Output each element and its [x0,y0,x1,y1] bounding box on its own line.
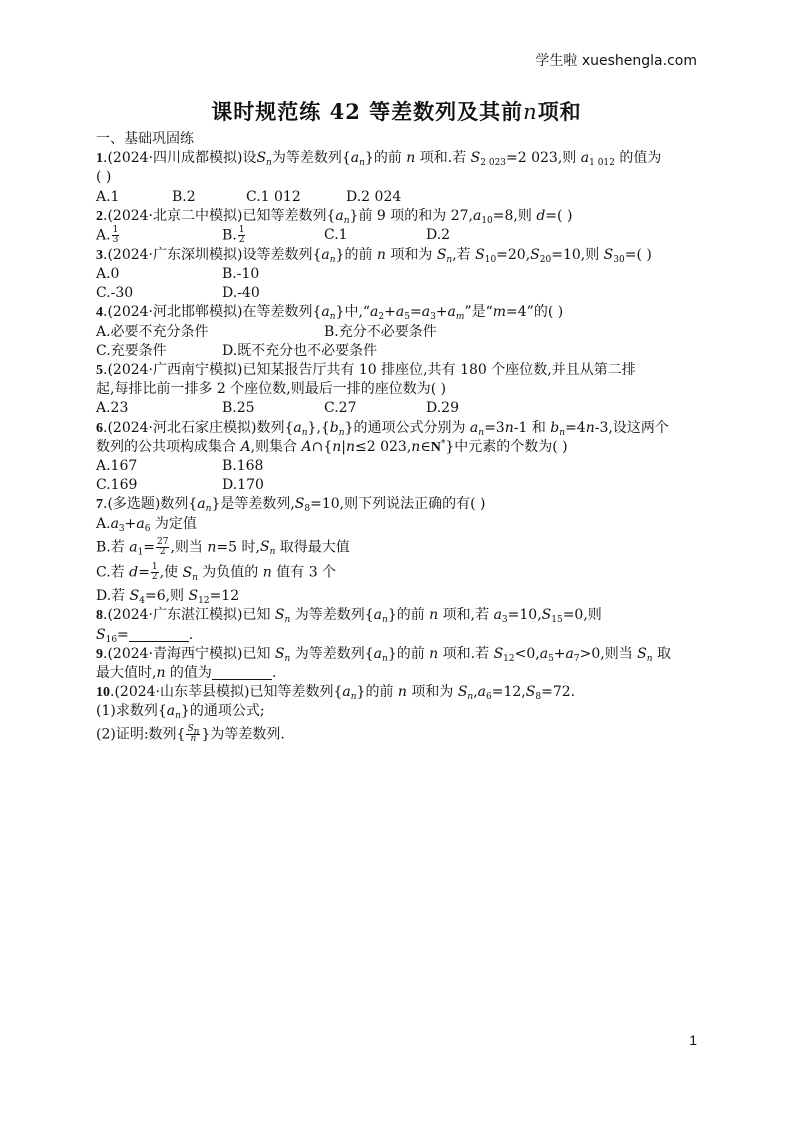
question-4-options-row1: A.必要不充分条件 B.充分不必要条件 [96,323,437,340]
question-7: 7.(多选题)数列$\{a_n\}$是等差数列$,S_8=10$,则下列说法正确的有( ) [96,496,486,515]
question-5: 5.(2024·广西南宁模拟)已知某报告厅共有 10 排座位,共有 180 个座位数,并且从第二排 [96,361,636,378]
question-10-part-2: (2)证明:数列{ $\frac{S_n}{n}$ }为等差数列. [96,723,285,744]
question-8-cont: $S_{16}=$ . [96,626,194,645]
page-number: 1 [689,1032,697,1048]
question-6-options-row2: C.169 D.170 [96,477,264,494]
question-1-options: A.1 B.2 C.1 012 D.2 024 [96,188,402,205]
question-3-options-row2: C.-30 D.-40 [96,285,260,302]
question-10: 10.(2024·山东莘县模拟)已知等差数列$\{a_n\}$的前 n 项和为 $S_n,a_6=12,S_8=72$. [96,684,576,703]
question-4-options-row2: C.充要条件 D.既不充分也不必要条件 [96,342,378,359]
question-2: 2.(2024·北京二中模拟)已知等差数列$\{a_n\}$前 9 项的和为 $27,a_{10}=8$,则 d=( ) [96,207,573,226]
question-9-cont: 最大值时,n 的值为 . [96,664,277,681]
question-3-options-row1: A.0 B.-10 [96,265,260,282]
question-7-option-a: $A.a_3+a_6$ 为定值 [96,515,197,534]
question-7-option-c: C.若 d= $\frac{1}{2}$ ,使 $S_n$ 为负值的 n 值有 3 个 [96,562,337,583]
question-7-option-b: B.若 $a_1=$ $\frac{27}{2}$ ,则当 n=5 时$,S_n$ 取得最大值 [96,536,350,558]
header-site: 学生啦 xueshengla.com [535,53,697,69]
question-6-cont: 数列的公共项构成集合 A,则集合 A∩{n|n≤2 023,n∈N*}中元素的个数为( ) [96,438,568,455]
question-6: 6.(2024·河北石家庄模拟)数列$\{a_n\},\{b_n\}$的通项公式分别为 $a_n=3n-1$ 和 $b_n=4n-3$,设这两个 [96,419,669,438]
question-1: 1.(2024·四川成都模拟)设$S_n$为等差数列$\{a_n\}$的前 n 项和.若 $S_{2 023}=2$ 023,则 $a_{1 012}$ 的值为 [96,150,662,169]
exercise-content [96,130,706,744]
question-1-paren: ( ) [96,169,112,186]
question-9: 9.(2024·青海西宁模拟)已知 $S_n$ 为等差数列$\{a_n\}$的前 n 项和.若 $S_{12}<0,a_5+a_7>0$,则当 $S_n$ 取 [96,645,672,664]
question-10-part-1: (1)求数列$\{a_n\}$的通项公式; [96,703,265,722]
question-5-cont: 起,每排比前一排多 2 个座位数,则最后一排的座位数为( ) [96,381,447,398]
question-5-options: A.23 B.25 C.27 D.29 [96,400,459,417]
answer-blank [129,627,189,642]
section-heading: 一、基础巩固练 [96,131,194,147]
question-6-options-row1: A.167 B.168 [96,457,264,474]
answer-blank [212,665,272,680]
question-2-options: A. $\frac{1}{3}$ B. $\frac{1}{2}$ C.1 D.2 [96,225,451,246]
question-4: 4.(2024·河北邯郸模拟)在等差数列$\{a_n\}$中$,“a_2+a_5=a_3+a_m$”是“m=4”的( ) [96,304,564,323]
question-3: 3.(2024·广东深圳模拟)设等差数列$\{a_n\}$的前 n 项和为 $S_n$,若 $S_{10}=20,S_{20}=10$,则 $S_{30}=$( ) [96,246,652,265]
question-7-option-d: D.若 $S_4=6$,则 $S_{12}=12$ [96,588,240,607]
page-title: 课时规范练 42 等差数列及其前n项和 [211,99,582,124]
question-8: 8.(2024·广东湛江模拟)已知 $S_n$ 为等差数列$\{a_n\}$的前 n 项和,若 $a_3=10,S_{15}=0$,则 [96,607,602,626]
